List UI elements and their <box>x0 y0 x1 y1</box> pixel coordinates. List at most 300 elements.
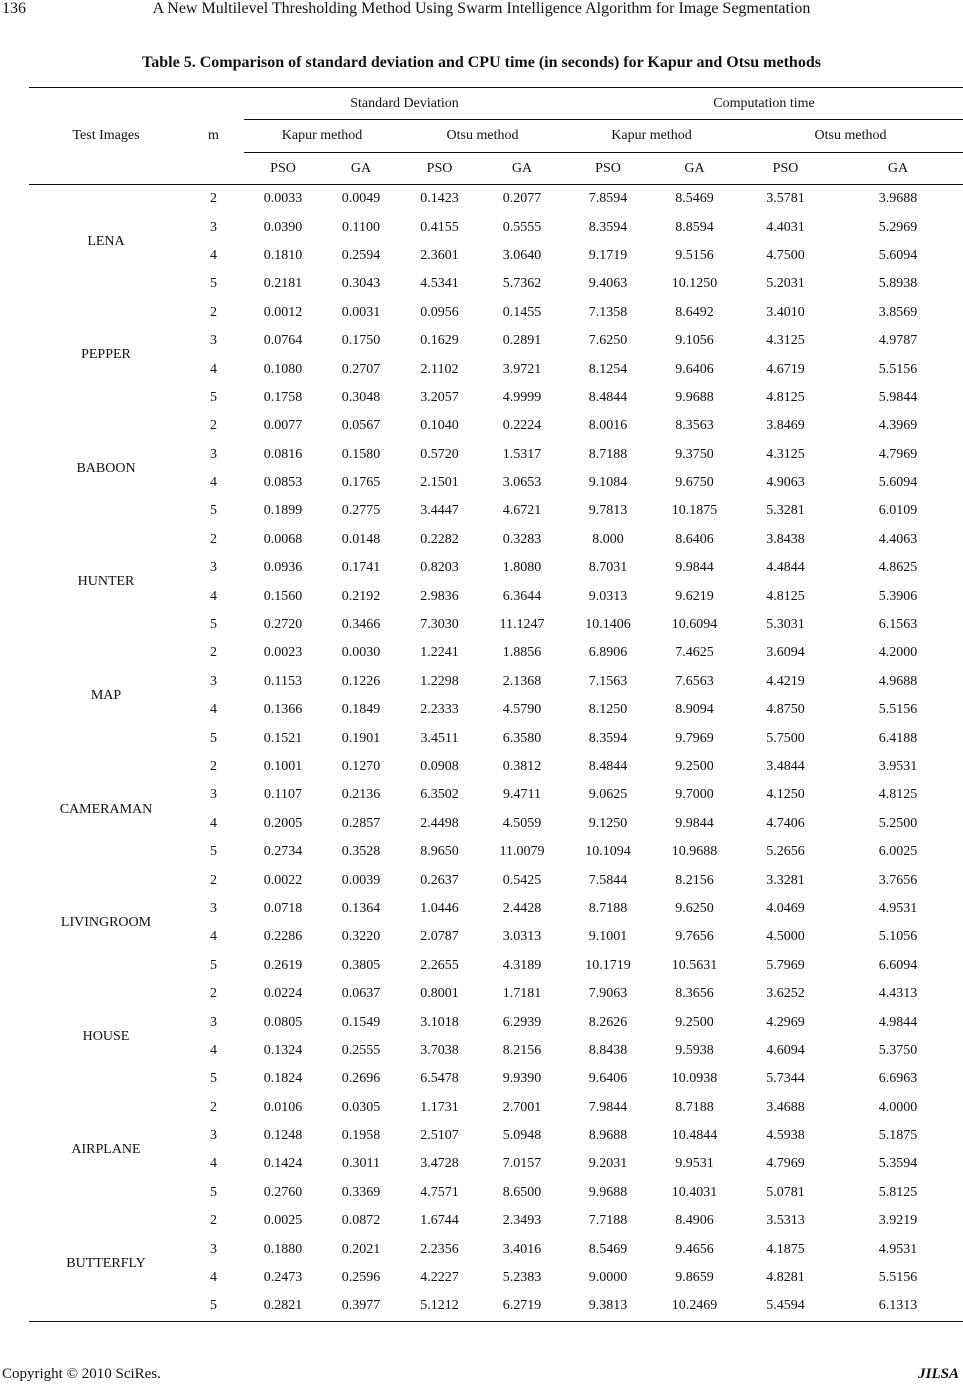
cell-m: 3 <box>210 333 217 349</box>
header-computation-time: Computation time <box>565 88 963 120</box>
table-cell: 6.1313 <box>833 1292 963 1321</box>
table-cell: 2.7001 <box>502 1099 542 1115</box>
table-cell: 9.9390 <box>502 1071 542 1087</box>
table-cell: 10.6094 <box>671 617 718 633</box>
table-cell: 8.7188 <box>588 900 628 916</box>
page-number: 136 <box>2 0 26 17</box>
table-cell: 9.5938 <box>675 1042 714 1058</box>
table-cell: 4.4844 <box>766 560 805 576</box>
table-cell: 0.1270 <box>341 759 381 774</box>
test-image-name: BUTTERFLY <box>29 1207 183 1321</box>
table-cell: 0.0637 <box>341 986 381 1002</box>
cell-m: 3 <box>210 1014 217 1030</box>
table-cell: 8.9688 <box>588 1128 628 1144</box>
table-cell: 0.2077 <box>502 191 542 207</box>
cell-m: 3 <box>210 1128 217 1144</box>
table-cell: 0.2021 <box>341 1241 381 1257</box>
table-cell: 9.2500 <box>675 759 714 774</box>
table-cell: 8.3594 <box>588 219 628 235</box>
table-cell: 3.6252 <box>766 986 805 1002</box>
table-cell: 0.1901 <box>341 730 381 746</box>
test-image-name: AIRPLANE <box>71 1142 141 1158</box>
table-cell: 0.3043 <box>341 276 381 292</box>
table-cell: 5.3594 <box>878 1156 918 1172</box>
test-image-name: MAP <box>90 688 122 704</box>
table-cell: 0.2891 <box>502 333 542 349</box>
table-cell: 7.4625 <box>675 645 714 661</box>
table-cell: 3.9531 <box>878 759 918 774</box>
table-cell: 4.7969 <box>766 1156 805 1172</box>
table-cell: 0.5720 <box>420 446 459 462</box>
table-cell: 3.6094 <box>766 645 805 661</box>
table-cell: 9.2500 <box>675 1014 714 1030</box>
table-cell: 8.3594 <box>588 730 628 746</box>
table-cell: 10.1250 <box>671 276 718 292</box>
table-cell: 0.1100 <box>342 219 380 235</box>
table-cell: 2.3601 <box>420 247 459 263</box>
table-cell: 5.3906 <box>878 588 918 604</box>
header-time-otsu-pso: PSO <box>738 153 833 185</box>
table-cell: 5.0781 <box>766 1184 805 1200</box>
table-cell: 3.4728 <box>420 1156 459 1172</box>
table-cell: 6.4188 <box>878 730 918 746</box>
table-cell: 3.1018 <box>420 1014 459 1030</box>
cell-m: 3 <box>210 673 217 689</box>
table-cell: 4.4313 <box>878 986 918 1002</box>
table-cell: 3.0313 <box>502 929 542 945</box>
table-cell: 0.1455 <box>502 304 542 320</box>
header-std-kapur: Kapur method <box>244 120 400 153</box>
cell-m: 5 <box>210 844 217 860</box>
table-cell: 4.4063 <box>878 531 918 547</box>
table-cell: 0.3011 <box>342 1156 380 1172</box>
table-row <box>29 412 963 440</box>
cell-m: 4 <box>210 475 217 491</box>
table-cell: 0.0039 <box>341 872 381 888</box>
table-cell: 0.0805 <box>263 1014 303 1030</box>
table-cell: 1.8080 <box>502 560 542 576</box>
table-cell: 2.5107 <box>420 1128 459 1144</box>
table-cell: 4.4219 <box>766 673 805 689</box>
table-cell: 3.3281 <box>766 872 805 888</box>
table-cell: 3.4447 <box>420 503 459 519</box>
table-cell: 8.5469 <box>588 1241 628 1257</box>
table-row <box>29 299 963 327</box>
table-cell: 8.4906 <box>675 1213 714 1229</box>
table-cell: 0.1750 <box>341 333 381 349</box>
table-cell: 0.1899 <box>263 503 303 519</box>
table-cell: 6.6963 <box>878 1071 918 1087</box>
table-cell: 0.2720 <box>263 617 303 633</box>
header-time-otsu: Otsu method <box>738 120 963 153</box>
table-cell: 1.7181 <box>502 986 542 1002</box>
table-cell: 4.8625 <box>878 560 918 576</box>
table-cell: 9.6219 <box>675 588 714 604</box>
table-cell: 4.1250 <box>766 787 805 803</box>
table-cell: 0.3466 <box>341 617 381 633</box>
table-cell: 0.3805 <box>341 957 381 973</box>
cell-m: 5 <box>210 730 217 746</box>
table-cell: 5.3281 <box>766 503 805 519</box>
table-cell: 5.5156 <box>878 702 918 718</box>
results-table <box>29 87 963 1322</box>
cell-m: 2 <box>210 1099 217 1115</box>
table-cell: 0.2224 <box>502 418 542 434</box>
table-cell: 0.3283 <box>502 531 542 547</box>
table-cell: 3.2057 <box>420 389 459 405</box>
table-cell: 2.2356 <box>420 1241 459 1257</box>
table-cell: 0.2775 <box>341 503 381 519</box>
table-cell: 0.1758 <box>263 389 303 405</box>
cell-m: 4 <box>210 1042 217 1058</box>
table-row <box>29 1207 963 1235</box>
table-cell: 5.2500 <box>878 815 918 831</box>
copyright: Copyright © 2010 SciRes. <box>2 1366 161 1382</box>
table-cell: 1.5317 <box>502 446 542 462</box>
table-cell: 0.2821 <box>244 1292 322 1321</box>
cell-m: 3 <box>210 900 217 916</box>
table-row <box>29 980 963 1008</box>
cell-m: 2 <box>210 418 217 434</box>
table-cell: 0.8001 <box>420 986 459 1002</box>
table-cell: 0.2619 <box>263 957 303 973</box>
table-cell: 5.7362 <box>502 276 542 292</box>
table-cell: 0.3528 <box>341 844 381 860</box>
table-cell: 5.5156 <box>878 1270 918 1286</box>
table-cell: 0.1549 <box>341 1014 381 1030</box>
table-cell: 0.2696 <box>341 1071 381 1087</box>
table-cell: 3.4016 <box>502 1241 542 1257</box>
cell-m: 5 <box>210 1184 217 1200</box>
table-cell: 9.3813 <box>565 1292 651 1321</box>
table-cell: 4.2227 <box>420 1270 459 1286</box>
table-cell: 6.1563 <box>878 617 918 633</box>
table-cell: 6.5478 <box>420 1071 459 1087</box>
table-cell: 3.7656 <box>878 872 918 888</box>
table-cell: 0.1423 <box>420 191 459 207</box>
table-cell: 9.6406 <box>588 1071 628 1087</box>
cell-m: 5 <box>210 957 217 973</box>
table-cell: 6.2719 <box>479 1292 565 1321</box>
table-cell: 4.3125 <box>766 446 805 462</box>
table-cell: 3.8569 <box>878 304 918 320</box>
cell-m: 5 <box>210 389 217 405</box>
header-time-kapur: Kapur method <box>565 120 738 153</box>
table-cell: 0.2707 <box>341 361 381 377</box>
table-cell: 8.4844 <box>588 389 628 405</box>
table-cell: 0.1741 <box>341 560 381 576</box>
test-image-name: BABOON <box>76 460 136 476</box>
cell-m: 2 <box>210 304 217 320</box>
journal-name: JILSA <box>918 1366 959 1382</box>
table-cell: 9.7000 <box>675 787 714 803</box>
table-cell: 8.1250 <box>588 702 628 718</box>
table-cell: 0.0049 <box>341 191 381 207</box>
table-cell: 3.5313 <box>766 1213 805 1229</box>
table-cell: 5.1875 <box>878 1128 918 1144</box>
table-cell: 0.1521 <box>263 730 303 746</box>
table-cell: 9.6406 <box>675 361 714 377</box>
table-cell: 4.9531 <box>878 900 918 916</box>
table-cell: 9.0313 <box>588 588 628 604</box>
table-cell: 0.0068 <box>263 531 303 547</box>
table-cell: 0.0305 <box>341 1099 381 1115</box>
table-cell: 0.0718 <box>263 900 303 916</box>
table-cell: 0.1364 <box>341 900 381 916</box>
cell-m: 5 <box>210 503 217 519</box>
cell-m: 4 <box>210 702 217 718</box>
table-cell: 4.3969 <box>878 418 918 434</box>
table-cell: 8.9094 <box>675 702 714 718</box>
table-cell: 7.6563 <box>675 673 714 689</box>
table-cell: 9.0625 <box>588 787 628 803</box>
table-cell: 9.6250 <box>675 900 714 916</box>
cell-m: 4 <box>210 815 217 831</box>
table-cell: 6.8906 <box>588 645 628 661</box>
page-header <box>0 0 963 20</box>
header-std-kapur-pso: PSO <box>244 153 322 185</box>
table-cell: 4.8125 <box>878 787 918 803</box>
table-cell: 0.5555 <box>502 219 542 235</box>
table-cell: 4.5938 <box>766 1128 805 1144</box>
table-row <box>29 1094 963 1122</box>
table-row <box>29 639 963 667</box>
cell-m: 2 <box>210 191 217 207</box>
table-cell: 4.9787 <box>878 333 918 349</box>
header-m: m <box>183 88 244 185</box>
header-std-otsu: Otsu method <box>400 120 565 153</box>
table-cell: 0.0908 <box>420 759 459 774</box>
table-cell: 3.8469 <box>766 418 805 434</box>
table-cell: 4.9999 <box>502 389 542 405</box>
table-cell: 0.2760 <box>263 1184 303 1200</box>
table-cell: 2.3493 <box>502 1213 542 1229</box>
table-row <box>29 866 963 894</box>
table-cell: 0.0224 <box>263 986 303 1002</box>
test-image-name: HUNTER <box>77 574 135 590</box>
test-image-name: CAMERAMAN <box>59 801 153 817</box>
table-cell: 4.2000 <box>878 645 918 661</box>
table-cell: 0.0956 <box>420 304 459 320</box>
table-cell: 0.4155 <box>420 219 459 235</box>
table-cell: 0.3369 <box>341 1184 381 1200</box>
table-cell: 4.4031 <box>766 219 805 235</box>
page-footer <box>0 1366 963 1386</box>
cell-m: 3 <box>210 787 217 803</box>
table-cell: 7.9844 <box>588 1099 628 1115</box>
table-cell: 0.1153 <box>264 673 302 689</box>
table-cell: 4.8125 <box>766 389 805 405</box>
table-cell: 9.2031 <box>588 1156 628 1172</box>
table-cell: 1.2298 <box>420 673 459 689</box>
table-cell: 8.2156 <box>502 1042 542 1058</box>
table-cell: 4.7406 <box>766 815 805 831</box>
cell-m: 3 <box>210 1241 217 1257</box>
table-cell: 0.1824 <box>263 1071 303 1087</box>
table-cell: 0.0936 <box>263 560 303 576</box>
table-cell: 0.8203 <box>420 560 459 576</box>
table-cell: 0.1226 <box>341 673 381 689</box>
table-cell: 9.1084 <box>588 475 628 491</box>
table-cell: 0.0390 <box>263 219 303 235</box>
table-cell: 4.6094 <box>766 1042 805 1058</box>
test-image-name: LENA <box>87 233 125 249</box>
table-cell: 6.3644 <box>502 588 542 604</box>
table-cell: 0.0012 <box>263 304 303 320</box>
table-cell: 9.7813 <box>588 503 628 519</box>
table-cell: 8.3563 <box>675 418 714 434</box>
table-cell: 2.1501 <box>420 475 459 491</box>
table-cell: 0.0030 <box>341 645 381 661</box>
table-cell: 8.7188 <box>675 1099 714 1115</box>
table-cell: 3.9721 <box>502 361 542 377</box>
table-cell: 7.6250 <box>588 333 628 349</box>
table-cell: 5.8125 <box>878 1184 918 1200</box>
table-cell: 5.7500 <box>766 730 805 746</box>
table-cell: 3.4511 <box>420 730 459 746</box>
table-cell: 3.4010 <box>766 304 805 320</box>
table-cell: 9.3750 <box>675 446 714 462</box>
table-cell: 2.4498 <box>420 815 459 831</box>
cell-m: 5 <box>210 1071 217 1087</box>
table-cell: 4.9844 <box>878 1014 918 1030</box>
table-cell: 5.5156 <box>878 361 918 377</box>
table-cell: 1.6744 <box>420 1213 459 1229</box>
table-cell: 9.1250 <box>588 815 628 831</box>
table-cell: 4.7571 <box>420 1184 459 1200</box>
table-cell: 4.9688 <box>878 673 918 689</box>
header-time-kapur-ga: GA <box>651 153 738 185</box>
table-cell: 10.5631 <box>671 957 718 973</box>
table-cell: 9.9844 <box>675 560 714 576</box>
cell-m: 5 <box>183 1292 244 1321</box>
table-cell: 4.9531 <box>878 1241 918 1257</box>
table-cell: 0.0148 <box>341 531 381 547</box>
table-cell: 0.1107 <box>264 787 302 803</box>
table-cell: 0.1629 <box>420 333 459 349</box>
table-cell: 0.1810 <box>263 247 303 263</box>
table-cell: 9.4063 <box>588 276 628 292</box>
table-cell: 9.5156 <box>675 247 714 263</box>
table-cell: 0.1765 <box>341 475 381 491</box>
table-cell: 9.1719 <box>588 247 628 263</box>
table-cell: 3.7038 <box>420 1042 459 1058</box>
table-cell: 2.9836 <box>420 588 459 604</box>
table-cell: 4.5790 <box>502 702 542 718</box>
table-cell: 4.2969 <box>766 1014 805 1030</box>
table-cell: 0.2192 <box>341 588 381 604</box>
test-image-name: PEPPER <box>81 347 131 363</box>
table-cell: 5.4594 <box>738 1292 833 1321</box>
table-cell: 3.0640 <box>502 247 542 263</box>
table-cell: 0.2286 <box>263 929 303 945</box>
table-cell: 4.6721 <box>502 503 542 519</box>
table-cell: 0.2473 <box>263 1270 303 1286</box>
table-row <box>29 185 963 214</box>
table-cell: 6.2939 <box>502 1014 542 1030</box>
table-cell: 9.9688 <box>588 1184 628 1200</box>
table-cell: 0.2005 <box>263 815 303 831</box>
cell-m: 2 <box>210 1213 217 1229</box>
table-cell: 0.3977 <box>322 1292 400 1321</box>
cell-m: 4 <box>210 1156 217 1172</box>
table-cell: 5.3750 <box>878 1042 918 1058</box>
table-cell: 5.6094 <box>878 475 918 491</box>
table-cell: 0.0077 <box>263 418 303 434</box>
table-cell: 4.8125 <box>766 588 805 604</box>
table-cell: 0.0567 <box>341 418 381 434</box>
table-cell: 4.7969 <box>878 446 918 462</box>
table-cell: 9.9531 <box>675 1156 714 1172</box>
cell-m: 3 <box>210 446 217 462</box>
table-cell: 7.3030 <box>420 617 459 633</box>
table-cell: 5.1212 <box>400 1292 479 1321</box>
table-cell: 4.8281 <box>766 1270 805 1286</box>
table-cell: 8.7031 <box>588 560 628 576</box>
table-cell: 5.9844 <box>878 389 918 405</box>
table-cell: 0.0816 <box>263 446 303 462</box>
table-row <box>29 526 963 554</box>
table-cell: 8.000 <box>592 531 624 547</box>
table-cell: 1.0446 <box>420 900 459 916</box>
test-image-name: LIVINGROOM <box>60 915 152 931</box>
table-cell: 10.1094 <box>585 844 631 860</box>
table-cell: 10.1719 <box>585 957 631 973</box>
table-cell: 5.7969 <box>766 957 805 973</box>
table-cell: 0.2734 <box>263 844 303 860</box>
table-cell: 9.1001 <box>588 929 628 945</box>
table-cell: 3.0653 <box>502 475 542 491</box>
table-cell: 2.2333 <box>420 702 459 718</box>
table-cell: 0.0106 <box>263 1099 303 1115</box>
table-cell: 0.0033 <box>263 191 303 207</box>
table-cell: 10.0938 <box>671 1071 718 1087</box>
table-body <box>29 185 963 1322</box>
table-cell: 8.2156 <box>675 872 714 888</box>
table-cell: 7.1563 <box>588 673 628 689</box>
table-cell: 5.8938 <box>878 276 918 292</box>
running-title: A New Multilevel Thresholding Method Using Swarm Intelligence Algorithm for Image Segmentation <box>152 0 811 17</box>
table-cell: 2.1102 <box>420 361 459 377</box>
table-cell: 0.2555 <box>341 1042 381 1058</box>
table-cell: 11.1247 <box>499 617 545 633</box>
table-cell: 6.6094 <box>878 957 918 973</box>
table-cell: 5.1056 <box>878 929 918 945</box>
header-std-kapur-ga: GA <box>322 153 400 185</box>
table-cell: 3.4688 <box>766 1099 805 1115</box>
table-cell: 0.2596 <box>341 1270 381 1286</box>
table-cell: 9.9844 <box>675 815 714 831</box>
table-cell: 9.1056 <box>675 333 714 349</box>
table-cell: 0.2136 <box>341 787 381 803</box>
table-cell: 4.5000 <box>766 929 805 945</box>
table-cell: 4.3125 <box>766 333 805 349</box>
table-cell: 0.2181 <box>263 276 303 292</box>
cell-m: 2 <box>210 531 217 547</box>
cell-m: 4 <box>210 361 217 377</box>
table-cell: 0.2857 <box>341 815 381 831</box>
table-cell: 0.2637 <box>420 872 459 888</box>
table-cell: 6.0025 <box>878 844 918 860</box>
table-cell: 3.9688 <box>878 191 918 207</box>
cell-m: 3 <box>210 219 217 235</box>
table-cell: 0.1001 <box>263 759 303 774</box>
table-cell: 0.1580 <box>341 446 381 462</box>
cell-m: 4 <box>210 929 217 945</box>
table-cell: 4.8750 <box>766 702 805 718</box>
table-cell: 8.1254 <box>588 361 628 377</box>
table-cell: 8.3656 <box>675 986 714 1002</box>
